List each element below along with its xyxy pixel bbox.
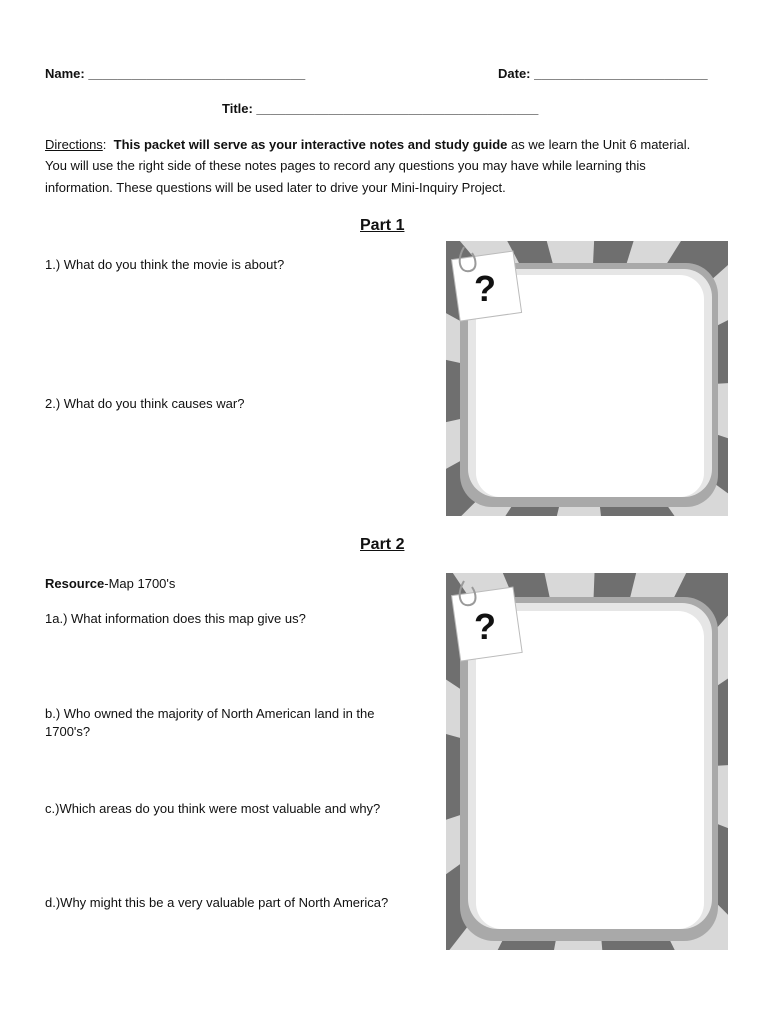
- directions-bold-text: This packet will serve as your interactive notes and study guide: [113, 137, 508, 152]
- part1-question-2: 2.) What do you think causes war?: [45, 396, 245, 411]
- directions-line-1: [45, 137, 690, 152]
- name-field[interactable]: Name: ______________________________: [45, 66, 306, 81]
- part2-question-b-line-1: b.) Who owned the majority of North American land in the: [45, 706, 375, 721]
- part2-question-c: c.)Which areas do you think were most valuable and why?: [45, 801, 381, 816]
- question-mark-icon: ?: [474, 606, 496, 647]
- directions-rest: as we learn the Unit 6 material.: [507, 137, 691, 152]
- date-field[interactable]: Date: ________________________: [498, 66, 708, 81]
- question-mark-icon: ?: [474, 268, 496, 309]
- directions-line-3: information. These questions will be used later to drive your Mini-Inquiry Project.: [45, 180, 506, 195]
- part2-question-d: d.)Why might this be a very valuable part of North America?: [45, 895, 389, 910]
- directions-label: Directions: [45, 137, 103, 152]
- directions-line-2: You will use the right side of these notes pages to record any questions you may have while learning this: [45, 158, 646, 173]
- notes-frame-1[interactable]: [446, 241, 728, 516]
- part2-question-b-line-2: 1700's?: [45, 724, 91, 739]
- part2-heading: Part 2: [360, 536, 405, 553]
- part1-heading: Part 1: [360, 217, 405, 234]
- resource-text: -Map 1700's: [104, 576, 176, 591]
- part1-question-1: 1.) What do you think the movie is about?: [45, 257, 285, 272]
- directions-colon: :: [102, 137, 107, 152]
- title-field[interactable]: Title: _______________________________________: [222, 101, 539, 116]
- resource-label: Resource: [45, 576, 105, 591]
- part2-question-1a: 1a.) What information does this map give us?: [45, 611, 306, 626]
- resource-line: [45, 576, 175, 591]
- notes-frame-2[interactable]: [446, 573, 728, 950]
